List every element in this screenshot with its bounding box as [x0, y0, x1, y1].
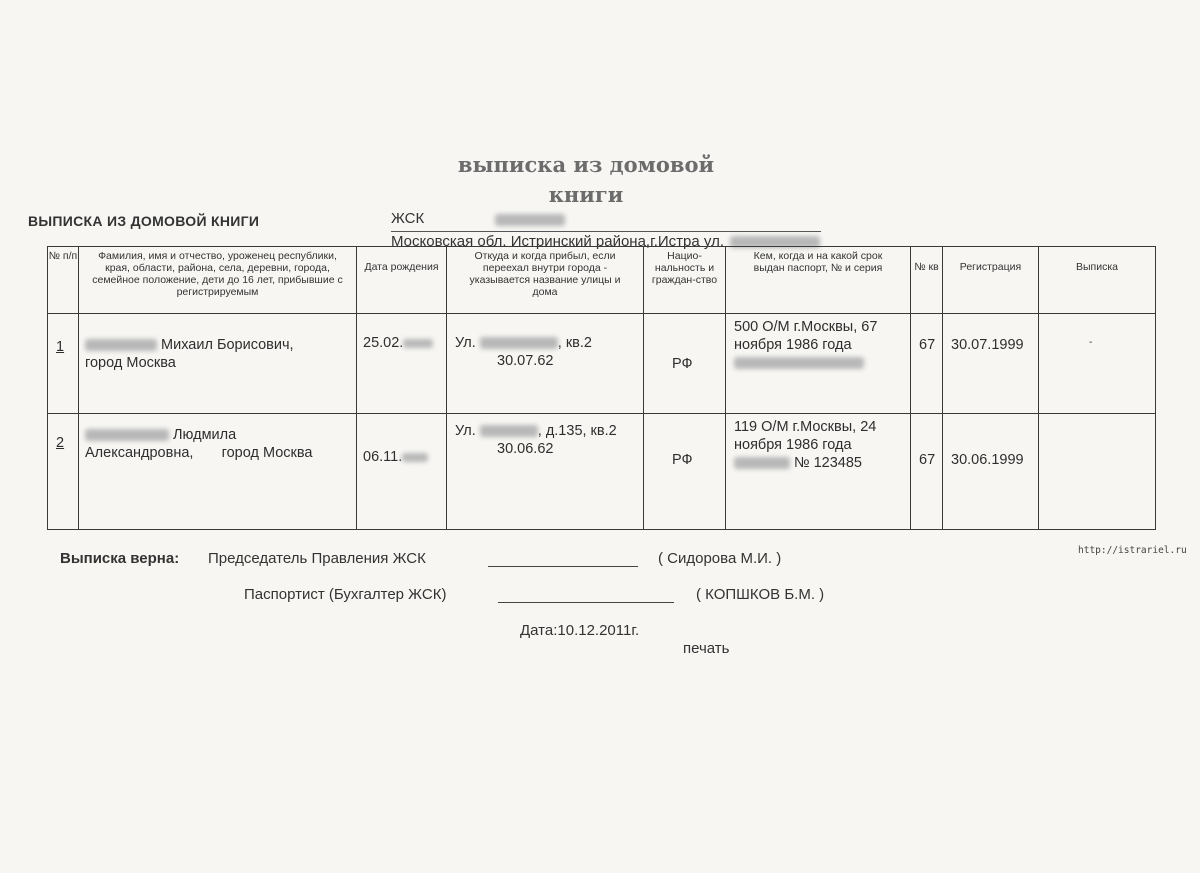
jsk-address: Московская обл. Истринский района,г.Истра ул. [391, 233, 724, 250]
passport-issuer: 500 О/М г.Москвы, 67 [734, 319, 878, 335]
nationality: РФ [672, 356, 693, 372]
redacted-from-street [480, 425, 538, 437]
register-table [47, 246, 1156, 530]
birth-date: 06.11. [363, 449, 403, 465]
redacted-passport-series [734, 457, 790, 469]
document-date: Дата:10.12.2011г. [520, 622, 640, 639]
clerk-name: ( КОПШКОВ Б.М. ) [696, 586, 825, 603]
redacted-from-street [480, 337, 558, 349]
registration-date: 30.06.1999 [951, 452, 1024, 468]
redacted-birth-year [402, 453, 428, 462]
arrival-date: 30.06.62 [497, 441, 554, 457]
redacted-passport-number [734, 357, 864, 369]
passport-number: № 123485 [794, 455, 862, 471]
person-birthplace: Александровна, город Москва [85, 445, 313, 461]
registration-date: 30.07.1999 [951, 337, 1024, 353]
header-nationality: Нацио-нальность и граждан-ство [644, 247, 726, 314]
apartment-number: 67 [919, 452, 936, 468]
jsk-label: ЖСК [391, 210, 425, 227]
document-heading [386, 150, 786, 210]
heading-line-1: выписка из домовой [457, 152, 715, 177]
person-birthplace: город Москва [85, 355, 176, 371]
row-number: 2 [56, 435, 65, 451]
nationality: РФ [672, 452, 693, 468]
redacted-jsk-name [495, 214, 565, 226]
header-discharge: Выписка [1039, 247, 1156, 314]
stamp-label: печать [683, 640, 730, 657]
from-apartment: , д.135, кв.2 [537, 423, 617, 439]
passport-issuer: 119 О/М г.Москвы, 24 [734, 419, 877, 435]
header-passport: Кем, когда и на какой срок выдан паспорт, № и серия [726, 247, 911, 314]
clerk-signature-line [498, 602, 674, 603]
table-row [48, 314, 1156, 414]
watermark: http://istrariel.ru [1078, 545, 1187, 556]
from-apartment: , кв.2 [557, 335, 592, 351]
person-name: Людмила [173, 427, 237, 443]
table-row [48, 414, 1156, 530]
birth-date: 25.02. [363, 335, 404, 351]
header-registration: Регистрация [943, 247, 1039, 314]
document-label: ВЫПИСКА ИЗ ДОМОВОЙ КНИГИ [28, 213, 260, 229]
chairman-signature-line [488, 566, 638, 567]
header-apt: № кв [911, 247, 943, 314]
clerk-title: Паспортист (Бухгалтер ЖСК) [244, 586, 447, 603]
chairman-name: ( Сидорова М.И. ) [658, 550, 782, 567]
heading-line-2: книги [548, 182, 624, 207]
header-name: Фамилия, имя и отчество, уроженец республики, края, области, района, села, деревни, города, семейное положение, дети до 16 лет, прибывшие с регистрируемым [79, 247, 357, 314]
apartment-number: 67 [919, 337, 936, 353]
table-header-row [48, 247, 1156, 314]
chairman-title: Председатель Правления ЖСК [208, 550, 426, 567]
redacted-surname [85, 429, 169, 441]
redacted-birth-year [403, 339, 433, 348]
person-name: Михаил Борисович, [161, 337, 294, 353]
discharge-value: - [1089, 337, 1093, 348]
header-dob: Дата рождения [357, 247, 447, 314]
from-street-prefix: Ул. [455, 423, 476, 439]
passport-issue-date: ноября 1986 года [734, 437, 852, 453]
from-street-prefix: Ул. [455, 335, 476, 351]
redacted-surname [85, 339, 157, 351]
passport-issue-date: ноября 1986 года [734, 337, 852, 353]
row-number: 1 [56, 339, 65, 355]
jsk-block [391, 210, 821, 250]
verified-label: Выписка верна: [60, 550, 180, 567]
header-from: Откуда и когда прибыл, если переехал внутри города - указывается название улицы и дома [447, 247, 644, 314]
header-num: № п/п [48, 247, 79, 314]
arrival-date: 30.07.62 [497, 353, 554, 369]
